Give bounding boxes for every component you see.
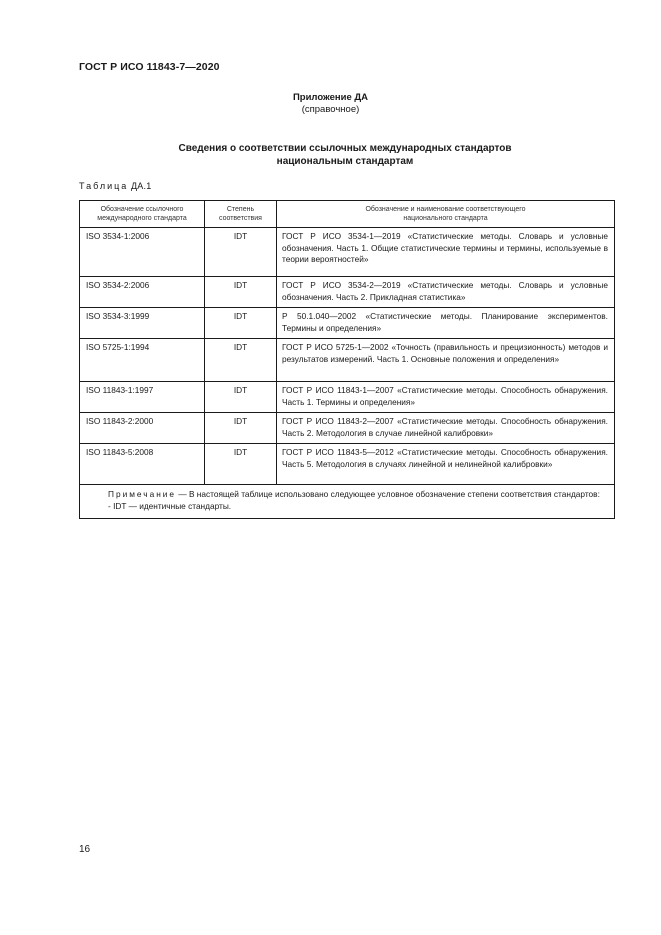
- standards-correspondence-table: [79, 200, 615, 519]
- row-degree: IDT: [205, 444, 277, 485]
- appendix-subtitle: (справочное): [301, 104, 360, 115]
- table-row: [80, 382, 615, 413]
- row-code: ISO 3534-2:2006: [80, 277, 205, 308]
- row-description: ГОСТ Р ИСО 3534-1—2019 «Статистические методы. Словарь и условные обозначения. Часть 1. Общие статистические термины и термины, используемые в теории вероятностей»: [277, 228, 615, 277]
- table-row: [80, 308, 615, 339]
- row-description: ГОСТ Р ИСО 5725-1—2002 «Точность (правильность и прецизионность) методов и результатов измерений. Часть 1. Основные положения и определения»: [277, 339, 615, 382]
- note-item: - IDT — идентичные стандарты.: [108, 500, 232, 511]
- section-title-line2: национальным стандартам: [276, 156, 414, 167]
- row-degree: IDT: [205, 308, 277, 339]
- header-national-standard: [277, 201, 615, 228]
- page-number: 16: [79, 844, 91, 855]
- table-row: [80, 413, 615, 444]
- row-code: ISO 11843-1:1997: [80, 382, 205, 413]
- header-degree: [205, 201, 277, 228]
- appendix-title: Приложение ДА: [292, 92, 369, 103]
- table-caption-word: Таблица: [79, 181, 129, 191]
- note-text: [86, 489, 608, 501]
- table-note: [80, 485, 615, 519]
- row-code: ISO 3534-1:2006: [80, 228, 205, 277]
- table-header-row: [80, 201, 615, 228]
- note-body: — В настоящей таблице использовано следующее условное обозначение степени соответствия стандартов:: [176, 489, 600, 499]
- note-label: Примечание: [108, 489, 177, 499]
- section-title: [130, 142, 560, 168]
- header-degree-line1: Степень: [226, 205, 255, 213]
- row-description: ГОСТ Р ИСО 11843-2—2007 «Статистические методы. Способность обнаружения. Часть 2. Методология в случае линейной калибровки»: [277, 413, 615, 444]
- row-degree: IDT: [205, 413, 277, 444]
- row-description: Р 50.1.040—2002 «Статистические методы. Планирование экспериментов. Термины и определения»: [277, 308, 615, 339]
- row-code: ISO 5725-1:1994: [80, 339, 205, 382]
- table-note-row: [80, 485, 615, 519]
- row-degree: IDT: [205, 339, 277, 382]
- row-code: ISO 11843-5:2008: [80, 444, 205, 485]
- row-degree: IDT: [205, 382, 277, 413]
- row-degree: IDT: [205, 277, 277, 308]
- table-row: [80, 444, 615, 485]
- header-international-standard: [80, 201, 205, 228]
- table-caption: [79, 181, 151, 191]
- header-international-standard-line2: международного стандарта: [97, 215, 187, 222]
- section-title-line1: Сведения о соответствии ссылочных международных стандартов: [178, 143, 512, 154]
- header-national-standard-line2: национального стандарта: [403, 215, 488, 222]
- row-code: ISO 11843-2:2000: [80, 413, 205, 444]
- document-code: ГОСТ Р ИСО 11843-7—2020: [79, 61, 220, 73]
- header-national-standard-line1: Обозначение и наименование соответствующего: [365, 205, 526, 213]
- row-description: ГОСТ Р ИСО 3534-2—2019 «Статистические методы. Словарь и условные обозначения. Часть 2. Прикладная статистика»: [277, 277, 615, 308]
- table-row: [80, 339, 615, 382]
- table-caption-number: ДА.1: [131, 181, 152, 191]
- table-row: [80, 277, 615, 308]
- row-degree: IDT: [205, 228, 277, 277]
- row-description: ГОСТ Р ИСО 11843-5—2012 «Статистические методы. Способность обнаружения. Часть 5. Методология в случаях линейной и нелинейной калибровки»: [277, 444, 615, 485]
- table-row: [80, 228, 615, 277]
- appendix-heading: [0, 92, 661, 116]
- header-degree-line2: соответствия: [219, 215, 262, 222]
- row-code: ISO 3534-3:1999: [80, 308, 205, 339]
- row-description: ГОСТ Р ИСО 11843-1—2007 «Статистические методы. Способность обнаружения. Часть 1. Термины и определения»: [277, 382, 615, 413]
- header-international-standard-line1: Обозначение ссылочного: [100, 205, 184, 213]
